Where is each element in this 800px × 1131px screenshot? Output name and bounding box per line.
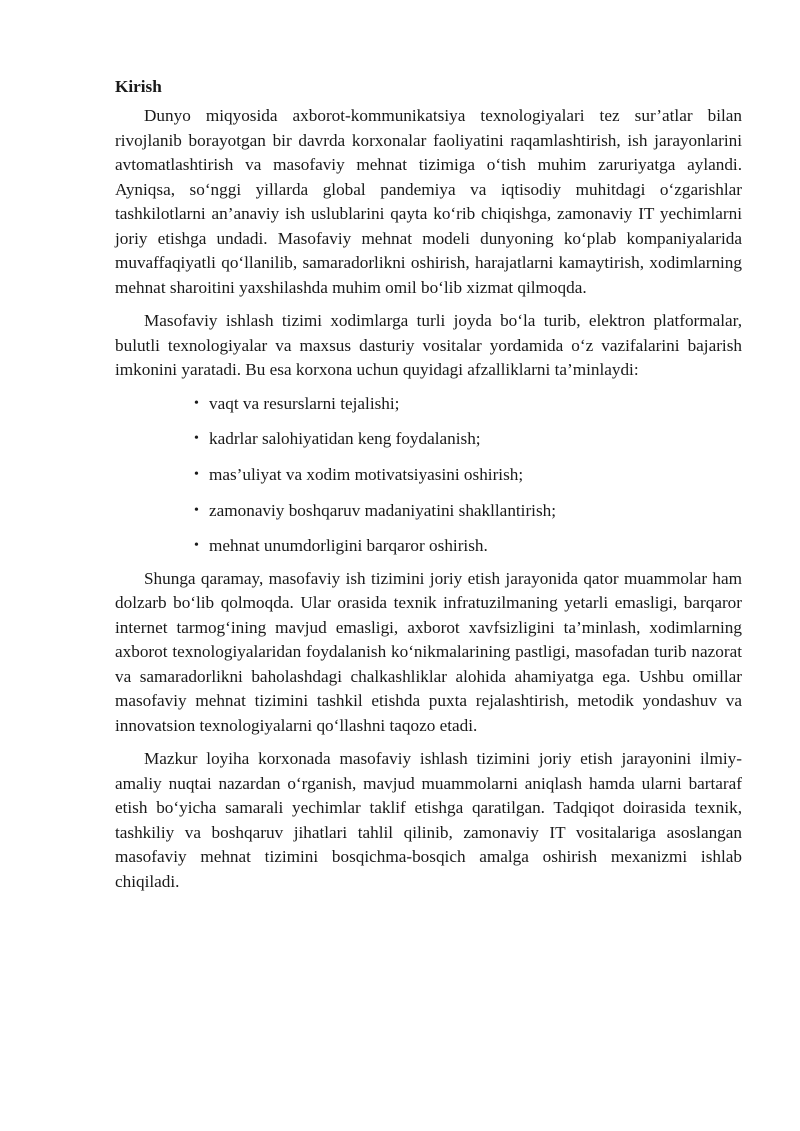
- list-item: [194, 499, 742, 524]
- bullet-icon: •: [194, 538, 199, 554]
- paragraph-benefits-intro: Masofaviy ishlash tizimi xodimlarga turli joyda bo‘la turib, elektron platformalar, bulutli texnologiyalar va maxsus dasturiy vositalar yordamida o‘z vazifalarini bajarish imkonini yaratadi. Bu esa korxona uchun quyidagi afzalliklarni ta’minlaydi:: [115, 311, 742, 379]
- bullet-icon: •: [194, 466, 199, 482]
- list-item-text: zamonaviy boshqaruv madaniyatini shakllantirish;: [209, 500, 557, 520]
- list-item: [194, 392, 742, 417]
- list-item: [194, 463, 742, 488]
- bullet-icon: •: [194, 431, 199, 447]
- list-item-text: vaqt va resurslarni tejalishi;: [209, 393, 400, 413]
- paragraph-problems: Shunga qaramay, masofaviy ish tizimini joriy etish jarayonida qator muammolar ham dolzarb bo‘lib qolmoqda. Ular orasida texnik infratuzilmaning yetarli emasligi, barqaror internet tarmog‘ining mavjud emasligi, axborot xavfsizligini ta’minlash, xodimlarning axborot texnologiyalaridan foydalanish ko‘nikmalarining pastligi, masofadan turib nazorat va samaradorlikni baholashdagi chalkashliklar alohida ahamiyatga ega. Ushbu omillar masofaviy mehnat tizimini tashkil etishda puxta rejalashtirish, metodik yondashuv va innovatsion texnologiyalarni qo‘llashni taqozo etadi.: [115, 568, 742, 735]
- list-item-text: mehnat unumdorligini barqaror oshirish.: [209, 536, 488, 556]
- benefits-list: [115, 392, 742, 559]
- list-item-text: mas’uliyat va xodim motivatsiyasini oshirish;: [209, 464, 524, 484]
- paragraph-project-goal: Mazkur loyiha korxonada masofaviy ishlash tizimini joriy etish jarayonini ilmiy-amaliy nuqtai nazardan o‘rganish, mavjud muammolarni aniqlash hamda ularni bartaraf etish bo‘yicha samarali yechimlar taklif etishga qaratilgan. Tadqiqot doirasida texnik, tashkiliy va boshqaruv jihatlari tahlil qilinib, zamonaviy IT vositalariga asoslangan masofaviy mehnat tizimini bosqichma-bosqich amalga oshirish mexanizmi ishlab chiqiladi.: [115, 749, 742, 891]
- list-item: [194, 534, 742, 559]
- bullet-icon: •: [194, 502, 199, 518]
- list-item: [194, 427, 742, 452]
- list-item-text: kadrlar salohiyatidan keng foydalanish;: [209, 429, 481, 449]
- section-heading: Kirish: [115, 77, 162, 96]
- paragraph-intro: Dunyo miqyosida axborot-kommunikatsiya texnologiyalari tez sur’atlar bilan rivojlanib borayotgan bir davrda korxonalar faoliyatini raqamlashtirish, ish jarayonlarini avtomatlashtirish va masofaviy mehnat tizimiga o‘tish muhim zaruriyatga aylandi. Ayniqsa, so‘nggi yillarda global pandemiya va iqtisodiy muhitdagi o‘zgarishlar tashkilotlarni an’anaviy ish uslublarini qayta ko‘rib chiqishga, zamonaviy IT yechimlarni joriy etishga undadi. Masofaviy mehnat modeli dunyoning ko‘plab kompaniyalarida muvaffaqiyatli qo‘llanilib, samaradorlikni oshirish, harajatlarni kamaytirish, xodimlarning mehnat sharoitini yaxshilashda muhim omil bo‘lib xizmat qilmoqda.: [115, 106, 742, 297]
- document-page: [115, 75, 742, 903]
- bullet-icon: •: [194, 395, 199, 411]
